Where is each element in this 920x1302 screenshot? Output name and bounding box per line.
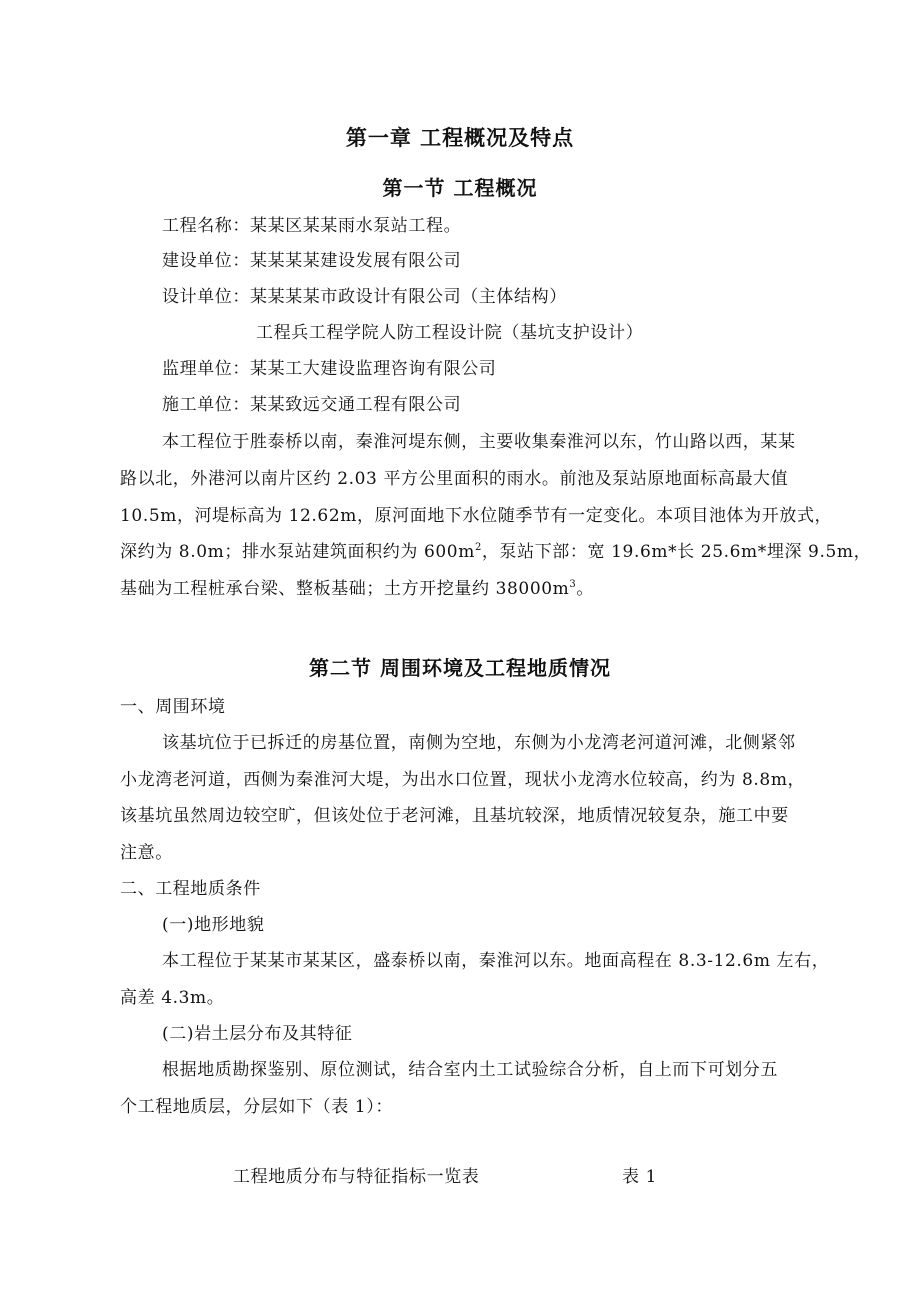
superscript: 3 — [569, 579, 577, 590]
desc-text: 深约为 8.0m；排水泵站建筑面积约为 600m — [120, 542, 475, 562]
desc-text: ，泵站下部：宽 19.6m*长 25.6m*埋深 9.5m， — [481, 542, 872, 562]
project-desc-line — [120, 540, 871, 564]
desc-text: 。 — [576, 579, 594, 599]
section-2-title: 第二节 周围环境及工程地质情况 — [309, 656, 611, 680]
terrain-text-line: 高差 4.3m。 — [120, 988, 225, 1008]
superscript: 2 — [474, 542, 482, 553]
soil-text-line: 根据地质勘探鉴别、原位测试，结合室内土工试验综合分析，自上而下可划分五 — [162, 1060, 778, 1080]
designer-unit-2: 工程兵工程学院人防工程设计院（基坑支护设计） — [256, 323, 644, 343]
project-desc-line: 本工程位于胜泰桥以南，秦淮河堤东侧，主要收集秦淮河以东，竹山路以西，某某 — [162, 432, 796, 452]
environment-text-line: 该基坑位于已拆迁的房基位置，南侧为空地，东侧为小龙湾老河道河滩，北侧紧邻 — [162, 733, 796, 753]
environment-heading: 一、周围环境 — [120, 697, 226, 717]
project-desc-line — [120, 577, 594, 601]
soil-text-line: 个工程地质层，分层如下（表 1）： — [120, 1097, 393, 1117]
builder-unit: 建设单位：某某某某建设发展有限公司 — [162, 251, 462, 271]
supervisor-unit: 监理单位：某某工大建设监理咨询有限公司 — [162, 359, 497, 379]
environment-text-line: 该基坑虽然周边较空旷，但该处位于老河滩，且基坑较深，地质情况较复杂，施工中要 — [120, 806, 789, 826]
geology-heading: 二、工程地质条件 — [120, 879, 261, 899]
project-desc-line: 10.5m，河堤标高为 12.62m，原河面地下水位随季节有一定变化。本项目池体为开放式， — [120, 506, 833, 526]
chapter-title: 第一章 工程概况及特点 — [345, 126, 575, 150]
section-1-title: 第一节 工程概况 — [382, 176, 538, 200]
terrain-heading: (一)地形地貌 — [162, 915, 265, 935]
environment-text-line: 注意。 — [120, 843, 173, 863]
designer-unit: 设计单位：某某某某市政设计有限公司（主体结构） — [162, 287, 567, 307]
table-number: 表 1 — [622, 1167, 658, 1187]
table-caption: 工程地质分布与特征指标一览表 — [233, 1167, 480, 1187]
project-desc-line: 路以北，外港河以南片区约 2.03 平方公里面积的雨水。前池及泵站原地面标高最大值 — [120, 469, 789, 489]
environment-text-line: 小龙湾老河道，西侧为秦淮河大堤，为出水口位置，现状小龙湾水位较高，约为 8.8m， — [120, 770, 806, 790]
desc-text: 基础为工程桩承台梁、整板基础；土方开挖量约 38000m — [120, 579, 570, 599]
project-name: 工程名称：某某区某某雨水泵站工程。 — [162, 216, 462, 236]
contractor-unit: 施工单位：某某致远交通工程有限公司 — [162, 395, 462, 415]
soil-heading: (二)岩土层分布及其特征 — [162, 1024, 353, 1044]
terrain-text-line: 本工程位于某某市某某区，盛泰桥以南，秦淮河以东。地面高程在 8.3-12.6m 左右， — [162, 951, 830, 971]
